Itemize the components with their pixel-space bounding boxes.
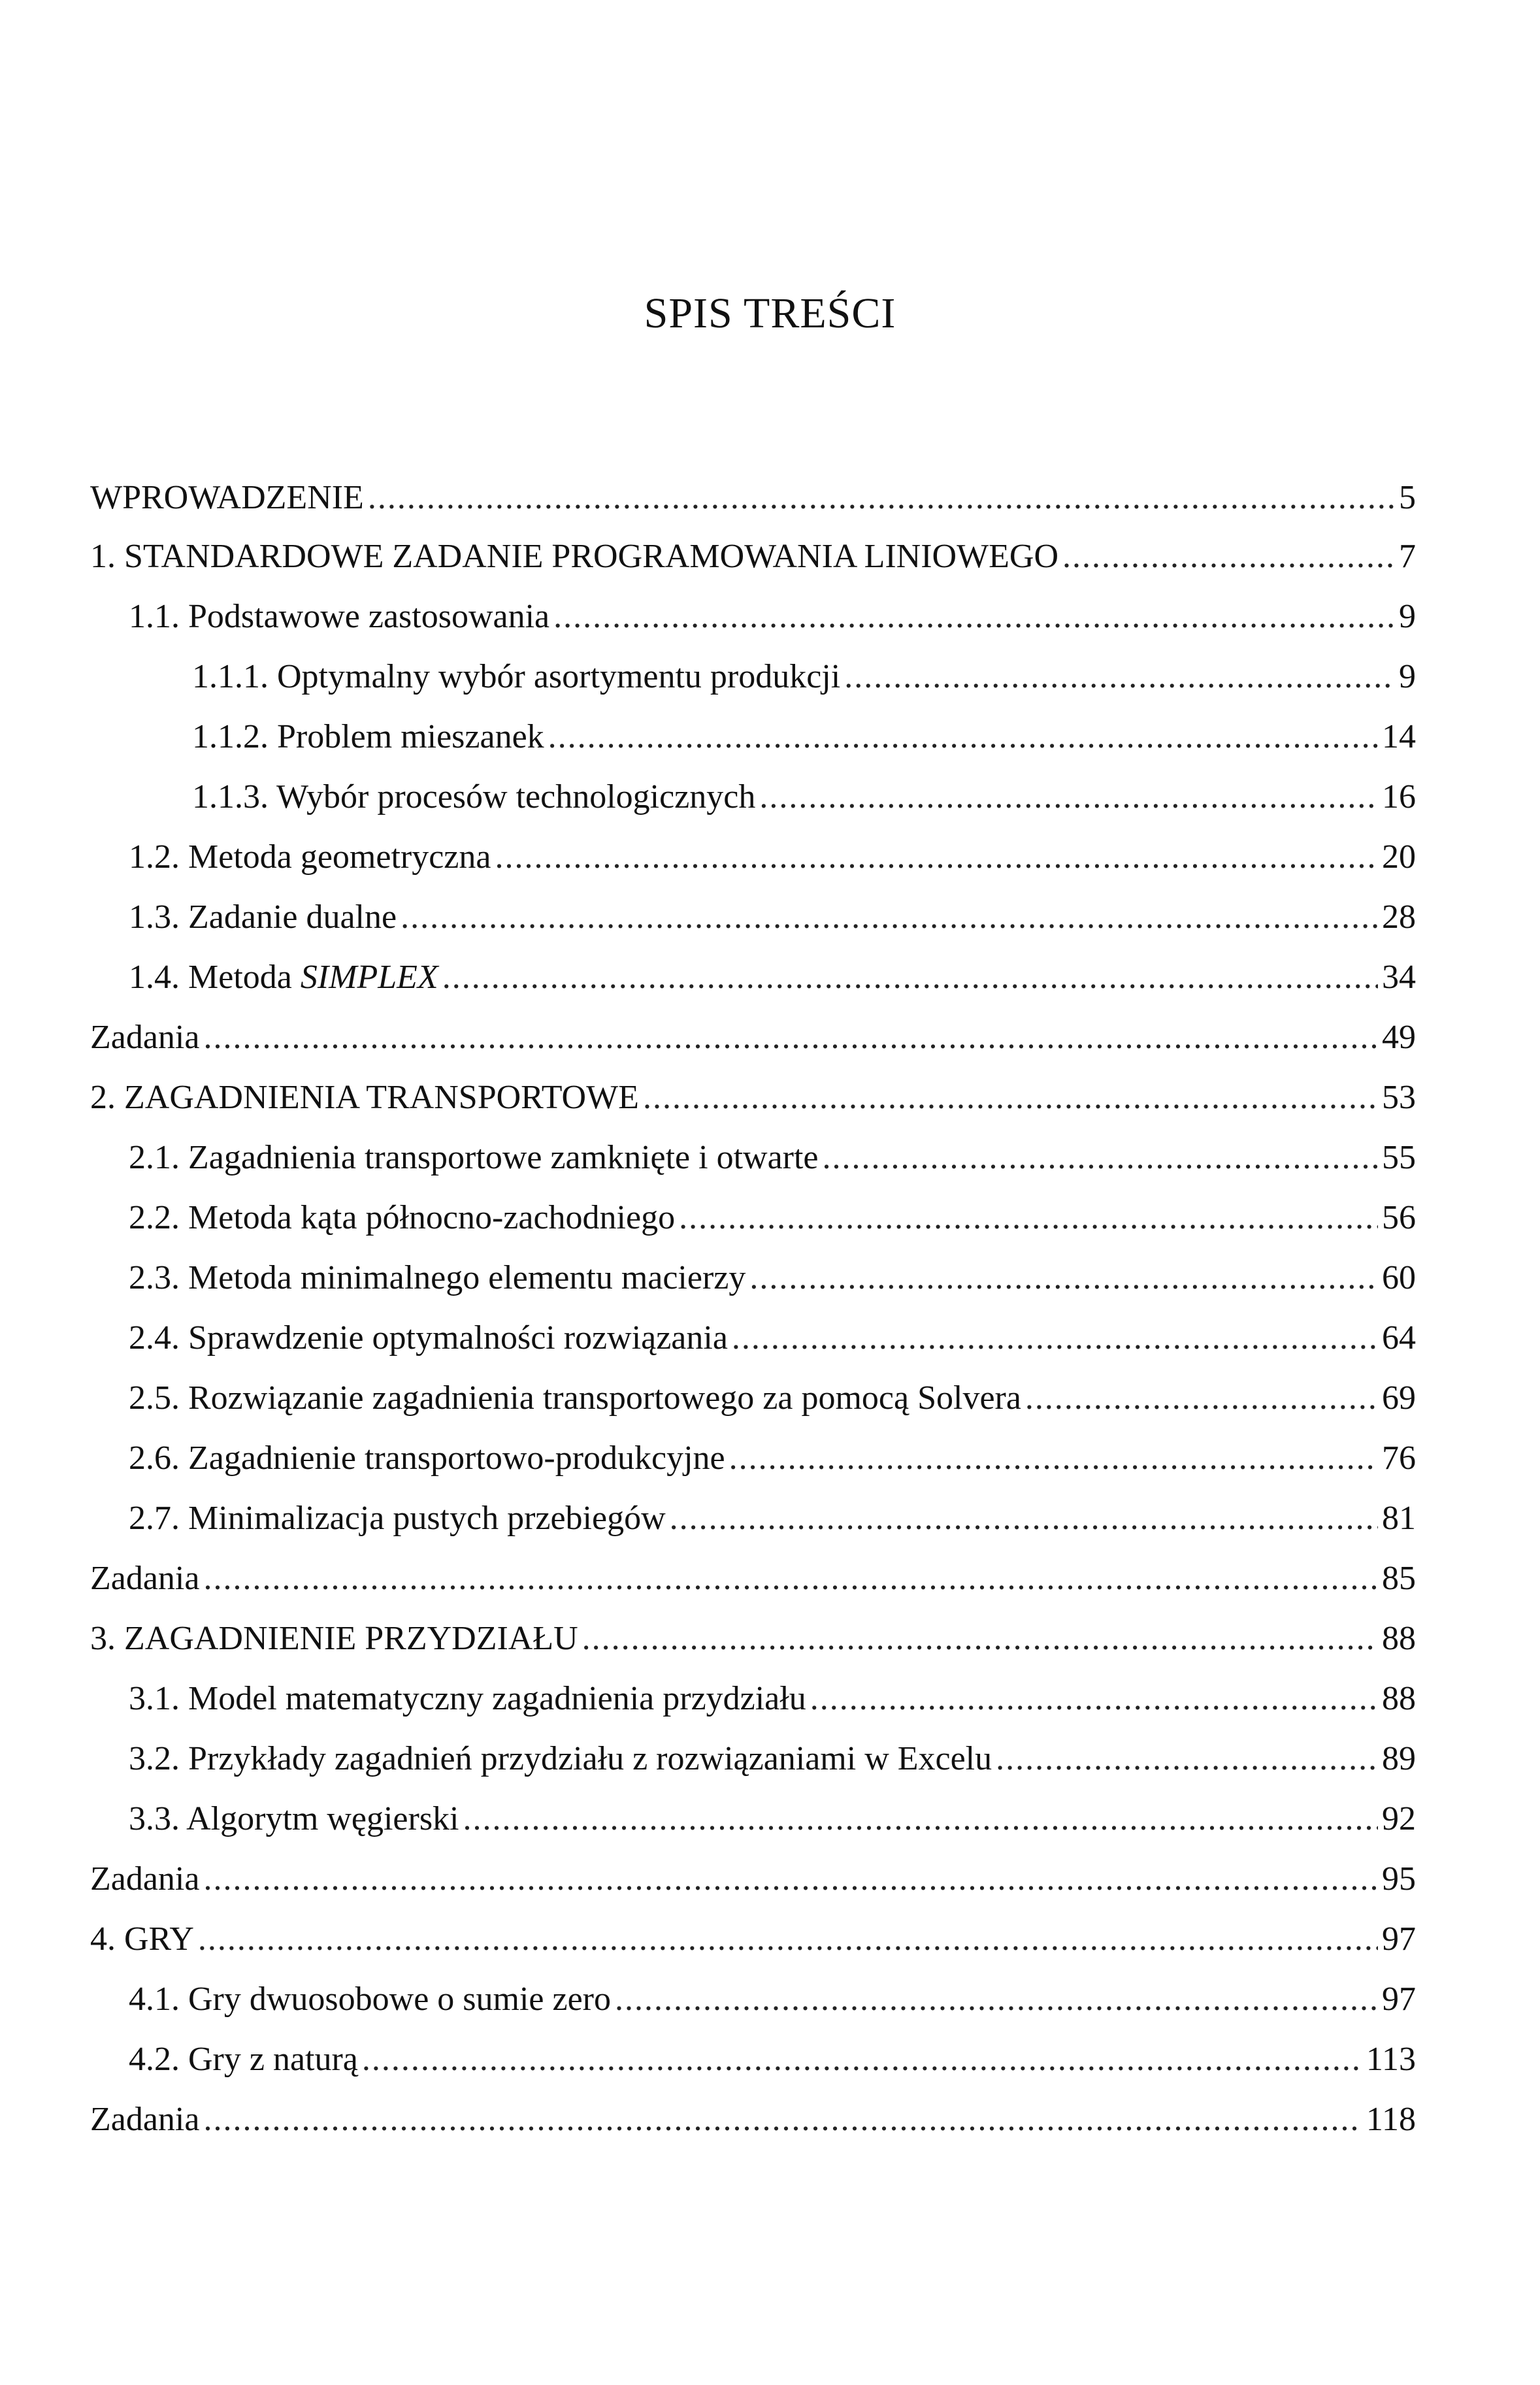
dot-leader: [1025, 1372, 1378, 1424]
toc-entry[interactable]: [90, 531, 1416, 583]
dot-leader: [495, 831, 1378, 883]
toc-entry-page: 16: [1382, 778, 1416, 815]
page-title: SPIS TREŚCI: [644, 289, 896, 337]
toc-entry-title: 1.1.2. Problem mieszanek: [192, 718, 544, 755]
dot-leader: [615, 1973, 1378, 2026]
dot-leader: [732, 1312, 1378, 1364]
toc-entry[interactable]: [129, 831, 1416, 883]
dot-leader: [996, 1733, 1378, 1785]
dot-leader: [198, 1913, 1378, 1966]
toc-entry-title: 2.5. Rozwiązanie zagadnienia transportowego za pomocą Solvera: [129, 1379, 1021, 1417]
dot-leader: [582, 1613, 1378, 1665]
toc-entry-page: 20: [1382, 838, 1416, 876]
toc-entry-page: 55: [1382, 1139, 1416, 1176]
dot-leader: [759, 771, 1378, 823]
toc-entry-page: 113: [1366, 2041, 1416, 2078]
toc-entry-page: 56: [1382, 1199, 1416, 1236]
toc-entry-page: 34: [1382, 959, 1416, 996]
toc-entry[interactable]: [129, 1312, 1416, 1364]
toc-entry[interactable]: [90, 1072, 1416, 1124]
toc-entry-title: 4.2. Gry z naturą: [129, 2041, 358, 2078]
toc-entry[interactable]: [129, 591, 1416, 643]
toc-entry-title: 3.2. Przykłady zagadnień przydziału z rozwiązaniami w Excelu: [129, 1740, 992, 1777]
toc-entry-page: 9: [1399, 598, 1416, 635]
dot-leader: [203, 1012, 1378, 1064]
dot-leader: [463, 1793, 1378, 1845]
toc-entry-page: 81: [1382, 1500, 1416, 1537]
dot-leader: [670, 1492, 1378, 1545]
simplex-italic: SIMPLEX: [300, 959, 438, 996]
dot-leader: [203, 2094, 1362, 2146]
toc-entry-page: 92: [1382, 1800, 1416, 1837]
toc-entry[interactable]: [129, 1252, 1416, 1304]
toc-entry-title: Zadania: [90, 1560, 200, 1597]
toc-entry[interactable]: [192, 651, 1416, 703]
toc-entry-page: 49: [1382, 1019, 1416, 1056]
toc-entry-page: 97: [1382, 1920, 1416, 1958]
toc-entry-title: 3. ZAGADNIENIE PRZYDZIAŁU: [90, 1620, 578, 1657]
toc-entry-title: 3.1. Model matematyczny zagadnienia przydziału: [129, 1680, 806, 1717]
toc-entry-page: 53: [1382, 1079, 1416, 1116]
toc-entry-page: 9: [1399, 658, 1416, 695]
toc-entry-title: 2.7. Minimalizacja pustych przebiegów: [129, 1500, 666, 1537]
toc-entry-page: 14: [1382, 718, 1416, 755]
toc-entry-title: 2. ZAGADNIENIA TRANSPORTOWE: [90, 1079, 639, 1116]
toc-entry[interactable]: [192, 771, 1416, 823]
toc-entry-title: 1.1.3. Wybór procesów technologicznych: [192, 778, 756, 815]
toc-entry[interactable]: [129, 2033, 1416, 2086]
toc-entry[interactable]: [129, 1492, 1416, 1545]
dot-leader: [548, 711, 1378, 763]
toc-entry[interactable]: [90, 1613, 1416, 1665]
toc-entry-title: 1.4. Metoda SIMPLEX: [129, 959, 438, 996]
toc-entry-title: 1.3. Zadanie dualne: [129, 898, 397, 936]
toc-entry[interactable]: [129, 1733, 1416, 1785]
toc-entry-title: Zadania: [90, 2101, 200, 2138]
toc-entry[interactable]: [90, 1913, 1416, 1966]
toc-entry-title: 1.2. Metoda geometryczna: [129, 838, 491, 876]
dot-leader: [679, 1192, 1378, 1244]
toc-entry-title: 1.1. Podstawowe zastosowania: [129, 598, 550, 635]
dot-leader: [729, 1432, 1378, 1485]
toc-entry[interactable]: [90, 1553, 1416, 1605]
toc-entry-title: 2.3. Metoda minimalnego elementu macierzy: [129, 1259, 746, 1296]
dot-leader: [844, 651, 1395, 703]
toc-entry-page: 88: [1382, 1680, 1416, 1717]
toc-entry-page: 95: [1382, 1860, 1416, 1898]
dot-leader: [823, 1132, 1379, 1184]
toc-entry-title: 2.1. Zagadnienia transportowe zamknięte i otwarte: [129, 1139, 819, 1176]
toc-entry[interactable]: [129, 1192, 1416, 1244]
toc-entry[interactable]: [129, 891, 1416, 944]
toc-entry-page: 76: [1382, 1439, 1416, 1477]
dot-leader: [362, 2033, 1362, 2086]
toc-entry-title: 4.1. Gry dwuosobowe o sumie zero: [129, 1981, 611, 2018]
toc-entry[interactable]: [129, 1132, 1416, 1184]
toc-entry[interactable]: [129, 1673, 1416, 1725]
toc-entry-title: 1.1.1. Optymalny wybór asortymentu produkcji: [192, 658, 841, 695]
toc-entry-page: 5: [1399, 479, 1416, 516]
dot-leader: [810, 1673, 1378, 1725]
toc-entry[interactable]: [90, 2094, 1416, 2146]
dot-leader: [203, 1853, 1378, 1905]
toc-entry-title: Zadania: [90, 1019, 200, 1056]
dot-leader: [368, 472, 1395, 524]
toc-entry-page: 118: [1366, 2101, 1416, 2138]
toc-entry[interactable]: [129, 1432, 1416, 1485]
toc-entry-title: 1. STANDARDOWE ZADANIE PROGRAMOWANIA LINIOWEGO: [90, 538, 1059, 575]
toc-entry-page: 97: [1382, 1981, 1416, 2018]
toc-entry-title: WPROWADZENIE: [90, 479, 364, 516]
toc-entry[interactable]: [129, 1973, 1416, 2026]
toc-entry[interactable]: [90, 1012, 1416, 1064]
toc-entry-page: 28: [1382, 898, 1416, 936]
toc-entry[interactable]: [129, 1793, 1416, 1845]
dot-leader: [1062, 531, 1395, 583]
toc-entry-page: 60: [1382, 1259, 1416, 1296]
toc-entry-title: 2.4. Sprawdzenie optymalności rozwiązania: [129, 1319, 728, 1357]
toc-entry-page: 7: [1399, 538, 1416, 575]
toc-entry-page: 85: [1382, 1560, 1416, 1597]
dot-leader: [553, 591, 1395, 643]
dot-leader: [442, 951, 1378, 1004]
toc-entry-title: 3.3. Algorytm węgierski: [129, 1800, 459, 1837]
toc-entry[interactable]: [129, 951, 1416, 1004]
toc-entry-title: 4. GRY: [90, 1920, 194, 1958]
toc-entry[interactable]: [90, 1853, 1416, 1905]
toc-entry[interactable]: [90, 472, 1416, 524]
dot-leader: [749, 1252, 1378, 1304]
dot-leader: [643, 1072, 1378, 1124]
toc-entry[interactable]: [192, 711, 1416, 763]
toc-entry-page: 88: [1382, 1620, 1416, 1657]
toc-entry-title: 2.2. Metoda kąta północno-zachodniego: [129, 1199, 676, 1236]
toc-entry-page: 64: [1382, 1319, 1416, 1357]
toc-entry-title: 2.6. Zagadnienie transportowo-produkcyjne: [129, 1439, 725, 1477]
dot-leader: [401, 891, 1378, 944]
dot-leader: [203, 1553, 1378, 1605]
toc-entry-title: Zadania: [90, 1860, 200, 1898]
toc-entry[interactable]: [129, 1372, 1416, 1424]
toc-entry-page: 89: [1382, 1740, 1416, 1777]
toc-entry-page: 69: [1382, 1379, 1416, 1417]
